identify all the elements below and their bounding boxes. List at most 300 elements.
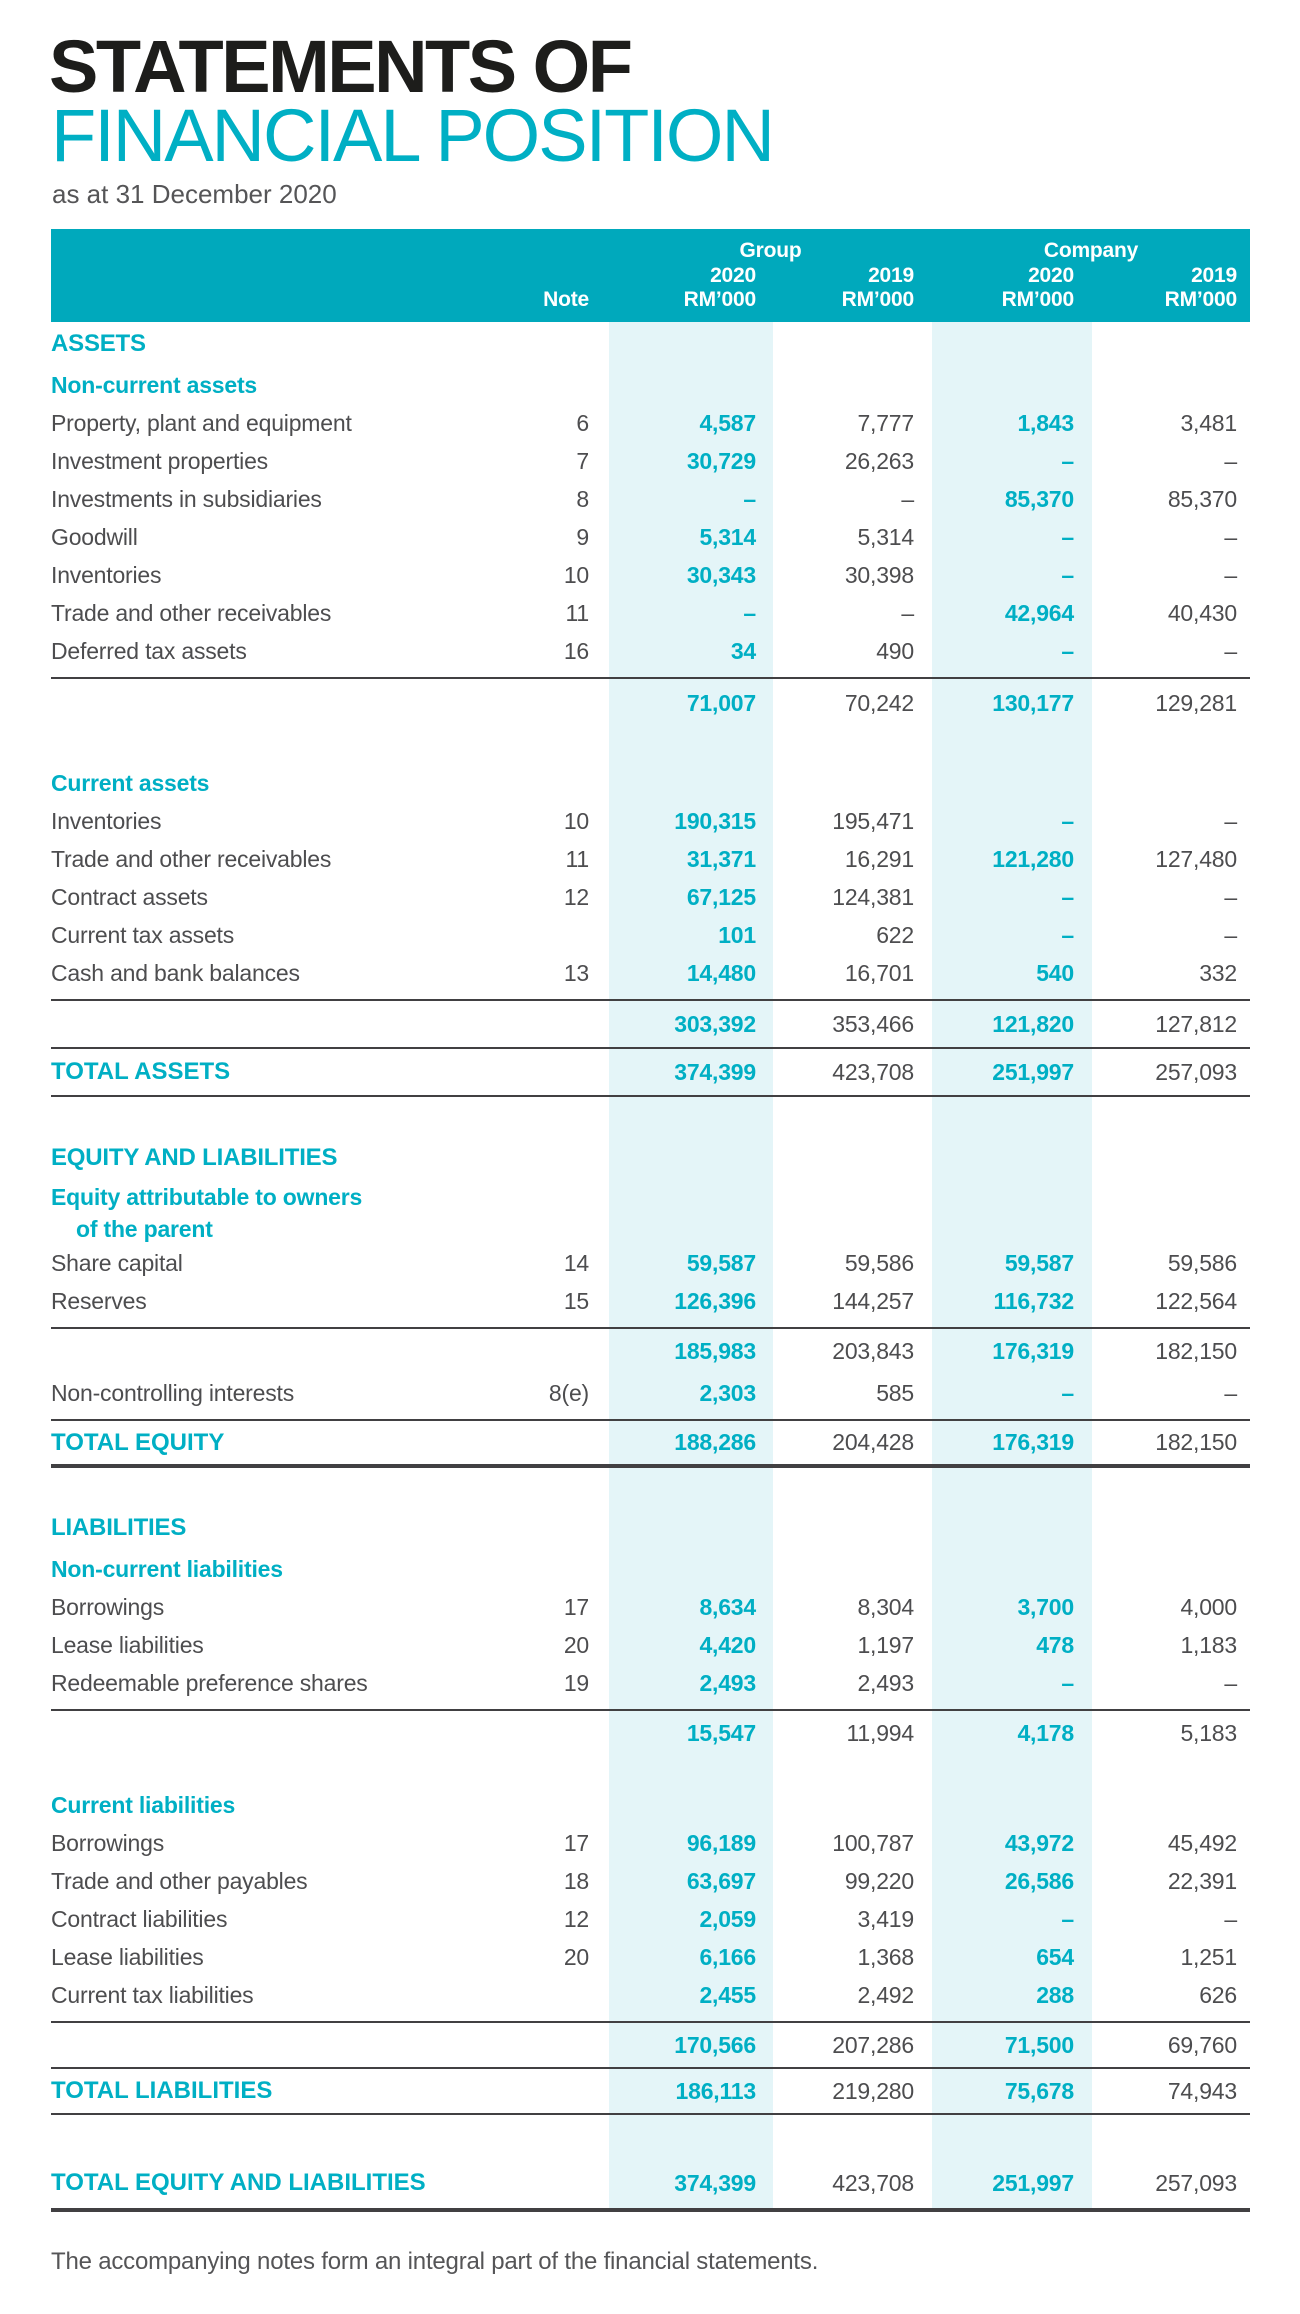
note-ref: 11 xyxy=(565,599,589,626)
page-subtitle-date: as at 31 December 2020 xyxy=(52,179,337,209)
value-group-2019: 490 xyxy=(876,637,914,664)
table-row-investment-properties xyxy=(51,442,1250,480)
note-ref xyxy=(509,2022,609,2068)
value-group-2020: 374,399 xyxy=(609,1048,773,1096)
table-row-lease-liabilities xyxy=(51,1626,1250,1664)
value-group-2019 xyxy=(773,1320,932,1328)
value-company-2020 xyxy=(932,1550,1092,1588)
value-company-2020: 654 xyxy=(1036,1943,1074,1970)
row-label xyxy=(51,1328,509,1374)
value-group-2019: 423,708 xyxy=(773,2158,932,2210)
table-row-equity-and-liabilities xyxy=(51,1136,1250,1180)
note-ref xyxy=(509,366,609,404)
value-company-2019: – xyxy=(1224,883,1237,910)
table-row-contract-assets xyxy=(51,878,1250,916)
value-group-2020: 4,420 xyxy=(699,1631,756,1658)
value-group-2019: 5,314 xyxy=(857,523,914,550)
value-company-2019 xyxy=(1092,992,1250,1000)
row-label: Goodwill xyxy=(51,523,138,550)
header-company-year-2019: 2019 xyxy=(1092,263,1250,288)
note-ref: 12 xyxy=(563,883,589,910)
table-row-equity-attributable-to-owners xyxy=(51,1180,1250,1214)
table-row-assets xyxy=(51,322,1250,366)
value-company-2019: – xyxy=(1224,637,1237,664)
row-label: Current tax liabilities xyxy=(51,1981,254,2008)
note-ref: 17 xyxy=(563,1593,589,1620)
table-row-borrowings xyxy=(51,1588,1250,1626)
financial-position-table xyxy=(51,229,1250,2212)
table-row-cash-and-bank-balances xyxy=(51,954,1250,992)
value-group-2019: 207,286 xyxy=(773,2022,932,2068)
value-group-2020 xyxy=(609,322,773,366)
row-label: Non-current liabilities xyxy=(51,1555,283,1582)
value-group-2019: 585 xyxy=(876,1379,914,1406)
value-group-2020: 63,697 xyxy=(686,1867,756,1894)
value-company-2019: 1,251 xyxy=(1180,1943,1237,1970)
note-ref xyxy=(509,670,609,678)
spacer-row xyxy=(51,1756,1250,1786)
row-label xyxy=(51,1000,509,1048)
value-company-2019 xyxy=(1092,1412,1250,1420)
row-label: Investments in subsidiaries xyxy=(51,485,322,512)
value-company-2020: – xyxy=(1061,637,1074,664)
value-group-2020: 5,314 xyxy=(699,523,756,550)
value-group-2019 xyxy=(773,2114,932,2158)
table-row-share-capital xyxy=(51,1244,1250,1282)
note-ref: 8(e) xyxy=(548,1379,589,1406)
note-ref: 6 xyxy=(576,409,589,436)
row-label xyxy=(51,1756,509,1786)
value-group-2019: – xyxy=(901,599,914,626)
value-group-2020: 303,392 xyxy=(609,1000,773,1048)
value-group-2020: 2,493 xyxy=(699,1669,756,1696)
value-group-2019 xyxy=(773,366,932,404)
note-ref xyxy=(509,1550,609,1588)
note-ref: 20 xyxy=(563,1631,589,1658)
value-group-2020: 101 xyxy=(718,921,756,948)
value-company-2020 xyxy=(932,1466,1092,1506)
row-label: Deferred tax assets xyxy=(51,637,247,664)
value-company-2019: 59,586 xyxy=(1167,1249,1237,1276)
note-ref xyxy=(509,1320,609,1328)
note-ref xyxy=(509,1096,609,1136)
value-company-2019 xyxy=(1092,1702,1250,1710)
table-row-investments-in-subsidiaries xyxy=(51,480,1250,518)
value-company-2019 xyxy=(1092,1096,1250,1136)
value-group-2020 xyxy=(609,992,773,1000)
value-group-2019: 59,586 xyxy=(844,1249,914,1276)
row-label: Cash and bank balances xyxy=(51,959,300,986)
spacer-row xyxy=(51,1412,1250,1420)
value-company-2020: 4,178 xyxy=(932,1710,1092,1756)
value-company-2019: 626 xyxy=(1199,1981,1237,2008)
value-group-2019: 26,263 xyxy=(844,447,914,474)
row-label: Investment properties xyxy=(51,447,268,474)
value-company-2019: – xyxy=(1224,447,1237,474)
note-ref xyxy=(509,1786,609,1824)
table-row-subtotal xyxy=(51,1328,1250,1374)
value-group-2020: 31,371 xyxy=(686,845,756,872)
table-row-redeemable-preference-shares xyxy=(51,1664,1250,1702)
value-company-2020: – xyxy=(1061,921,1074,948)
value-group-2019: 144,257 xyxy=(832,1287,914,1314)
value-group-2019 xyxy=(773,670,932,678)
value-group-2019: – xyxy=(901,485,914,512)
value-company-2020 xyxy=(932,992,1092,1000)
value-group-2019 xyxy=(773,1412,932,1420)
table-row-contract-liabilities xyxy=(51,1900,1250,1938)
value-group-2020: 190,315 xyxy=(674,807,756,834)
note-ref: 16 xyxy=(563,637,589,664)
value-company-2020 xyxy=(932,1214,1092,1244)
note-ref xyxy=(509,1180,609,1214)
page-title-line1: STATEMENTS OF xyxy=(49,25,631,108)
value-group-2019 xyxy=(773,1180,932,1214)
note-ref xyxy=(509,1048,609,1096)
value-company-2019: 129,281 xyxy=(1092,678,1250,728)
row-label: TOTAL ASSETS xyxy=(51,1048,509,1096)
value-group-2020 xyxy=(609,728,773,764)
value-company-2019: 257,093 xyxy=(1092,1048,1250,1096)
note-ref: 17 xyxy=(563,1829,589,1856)
table-row-current-assets xyxy=(51,764,1250,802)
spacer-row xyxy=(51,992,1250,1000)
value-company-2019: 3,481 xyxy=(1180,409,1237,436)
value-company-2020: – xyxy=(1061,807,1074,834)
row-label: Current assets xyxy=(51,769,210,796)
row-label: Inventories xyxy=(51,807,162,834)
value-company-2019: – xyxy=(1224,523,1237,550)
value-company-2020: 1,843 xyxy=(1017,409,1074,436)
value-group-2020: 2,303 xyxy=(699,1379,756,1406)
row-label xyxy=(51,728,509,764)
value-company-2020: 176,319 xyxy=(932,1328,1092,1374)
value-company-2019: 5,183 xyxy=(1092,1710,1250,1756)
value-company-2020 xyxy=(932,322,1092,366)
table-row-current-liabilities xyxy=(51,1786,1250,1824)
value-group-2019 xyxy=(773,1550,932,1588)
table-row-lease-liabilities xyxy=(51,1938,1250,1976)
value-company-2019 xyxy=(1092,2114,1250,2158)
note-ref: 8 xyxy=(576,485,589,512)
table-row-non-current-assets xyxy=(51,366,1250,404)
note-ref xyxy=(509,322,609,366)
value-group-2019 xyxy=(773,1786,932,1824)
value-group-2020 xyxy=(609,764,773,802)
table-row-non-current-liabilities xyxy=(51,1550,1250,1588)
value-company-2019: – xyxy=(1224,807,1237,834)
value-company-2020: 116,732 xyxy=(993,1287,1074,1314)
note-ref xyxy=(509,916,609,954)
value-group-2019: 3,419 xyxy=(857,1905,914,1932)
value-company-2019 xyxy=(1092,1136,1250,1180)
note-ref: 18 xyxy=(563,1867,589,1894)
value-company-2020 xyxy=(932,764,1092,802)
table-row-deferred-tax-assets xyxy=(51,632,1250,670)
row-label: Reserves xyxy=(51,1287,147,1314)
value-company-2019: – xyxy=(1224,1669,1237,1696)
note-ref xyxy=(509,1420,609,1466)
value-group-2019 xyxy=(773,764,932,802)
value-company-2019: 182,150 xyxy=(1092,1328,1250,1374)
row-label xyxy=(51,1710,509,1756)
note-ref xyxy=(509,1136,609,1180)
value-company-2019: 1,183 xyxy=(1180,1631,1237,1658)
value-group-2020: 30,343 xyxy=(686,561,756,588)
table-row-property-plant-and-equipment xyxy=(51,404,1250,442)
value-group-2020 xyxy=(609,670,773,678)
value-group-2020: 188,286 xyxy=(609,1420,773,1466)
value-group-2019: 124,381 xyxy=(832,883,914,910)
value-group-2020: 2,455 xyxy=(699,1981,756,2008)
row-label: Lease liabilities xyxy=(51,1943,204,1970)
value-company-2020 xyxy=(932,1702,1092,1710)
value-company-2020 xyxy=(932,1180,1092,1214)
row-label: Borrowings xyxy=(51,1829,165,1856)
value-group-2019: 16,291 xyxy=(844,845,914,872)
row-label xyxy=(51,2014,509,2022)
row-label: Contract assets xyxy=(51,883,208,910)
value-group-2020 xyxy=(609,1180,773,1214)
value-group-2020: 2,059 xyxy=(699,1905,756,1932)
row-label xyxy=(51,1466,509,1506)
value-group-2020 xyxy=(609,1702,773,1710)
value-group-2020 xyxy=(609,1096,773,1136)
table-row-current-tax-assets xyxy=(51,916,1250,954)
value-group-2020: – xyxy=(743,485,756,512)
value-group-2020 xyxy=(609,1506,773,1550)
value-group-2020: 14,480 xyxy=(686,959,756,986)
value-group-2019 xyxy=(773,1506,932,1550)
value-company-2020 xyxy=(932,1506,1092,1550)
note-ref xyxy=(509,1412,609,1420)
table-row-total-equity xyxy=(51,1420,1250,1466)
value-group-2020: 30,729 xyxy=(686,447,756,474)
row-label: TOTAL EQUITY xyxy=(51,1420,509,1466)
value-group-2019 xyxy=(773,322,932,366)
table-row-reserves xyxy=(51,1282,1250,1320)
value-company-2020: 176,319 xyxy=(932,1420,1092,1466)
note-ref xyxy=(509,678,609,728)
row-label xyxy=(51,1702,509,1710)
value-group-2020: 170,566 xyxy=(609,2022,773,2068)
note-ref: 7 xyxy=(576,447,589,474)
value-group-2020: 15,547 xyxy=(609,1710,773,1756)
value-group-2019: 203,843 xyxy=(773,1328,932,1374)
header-spacer xyxy=(51,229,609,263)
table-row-total-liabilities xyxy=(51,2068,1250,2114)
header-group-2020-unit: RM’000 xyxy=(609,288,773,322)
spacer-row xyxy=(51,2014,1250,2022)
value-group-2020: 59,587 xyxy=(686,1249,756,1276)
value-company-2020: 121,280 xyxy=(992,845,1074,872)
value-company-2020: – xyxy=(1061,447,1074,474)
value-group-2020 xyxy=(609,1756,773,1786)
row-label: Borrowings xyxy=(51,1593,165,1620)
value-group-2020 xyxy=(609,2014,773,2022)
note-ref xyxy=(509,992,609,1000)
note-ref xyxy=(509,764,609,802)
value-company-2020: 540 xyxy=(1036,959,1074,986)
value-company-2019 xyxy=(1092,1180,1250,1214)
value-group-2020: 67,125 xyxy=(686,883,756,910)
spacer-row xyxy=(51,670,1250,678)
row-label: Equity attributable to owners xyxy=(51,1183,363,1210)
value-company-2020: 251,997 xyxy=(932,2158,1092,2210)
header-group-year-2019: 2019 xyxy=(773,263,932,288)
value-group-2019: 204,428 xyxy=(773,1420,932,1466)
row-label: Property, plant and equipment xyxy=(51,409,352,436)
row-label: ASSETS xyxy=(51,330,146,357)
value-company-2020 xyxy=(932,670,1092,678)
value-company-2020: 42,964 xyxy=(1004,599,1074,626)
value-company-2019 xyxy=(1092,1550,1250,1588)
table-row-subtotal xyxy=(51,1710,1250,1756)
value-group-2019: 70,242 xyxy=(773,678,932,728)
row-label: Current liabilities xyxy=(51,1791,236,1818)
value-group-2019 xyxy=(773,1466,932,1506)
table-row-inventories xyxy=(51,802,1250,840)
value-company-2020: 26,586 xyxy=(1004,1867,1074,1894)
value-group-2020 xyxy=(609,366,773,404)
value-group-2019 xyxy=(773,1702,932,1710)
row-label: Share capital xyxy=(51,1249,183,1276)
value-group-2019: 423,708 xyxy=(773,1048,932,1096)
value-group-2019 xyxy=(773,1756,932,1786)
value-group-2020 xyxy=(609,1466,773,1506)
row-label: Contract liabilities xyxy=(51,1905,228,1932)
table-row-subtotal xyxy=(51,678,1250,728)
row-label: TOTAL EQUITY AND LIABILITIES xyxy=(51,2158,509,2210)
value-company-2019: – xyxy=(1224,921,1237,948)
header-group-year-2020: 2020 xyxy=(609,263,773,288)
value-company-2019 xyxy=(1092,670,1250,678)
value-group-2020: – xyxy=(743,599,756,626)
row-label: Redeemable preference shares xyxy=(51,1669,368,1696)
table-row-subtotal xyxy=(51,2022,1250,2068)
value-company-2020: 121,820 xyxy=(932,1000,1092,1048)
value-group-2020: 71,007 xyxy=(609,678,773,728)
value-company-2019: 127,812 xyxy=(1092,1000,1250,1048)
value-group-2019: 30,398 xyxy=(844,561,914,588)
value-group-2020 xyxy=(609,1320,773,1328)
value-group-2019: 11,994 xyxy=(773,1710,932,1756)
row-label: LIABILITIES xyxy=(51,1514,187,1541)
value-company-2019 xyxy=(1092,1466,1250,1506)
value-company-2019 xyxy=(1092,1320,1250,1328)
header-group-2019-unit: RM’000 xyxy=(773,288,932,322)
note-ref xyxy=(509,1466,609,1506)
value-group-2019: 1,368 xyxy=(857,1943,914,1970)
header-spacer xyxy=(51,263,509,288)
value-company-2019: 4,000 xyxy=(1180,1593,1237,1620)
value-group-2020: 96,189 xyxy=(686,1829,756,1856)
table-row-total-equity-and-liabilities xyxy=(51,2158,1250,2210)
value-company-2020 xyxy=(932,1756,1092,1786)
value-company-2019: 40,430 xyxy=(1167,599,1237,626)
note-ref xyxy=(509,1000,609,1048)
note-ref xyxy=(509,1702,609,1710)
table-row-goodwill xyxy=(51,518,1250,556)
table-row-trade-and-other-payables xyxy=(51,1862,1250,1900)
value-company-2019: – xyxy=(1224,1379,1237,1406)
value-company-2019 xyxy=(1092,1756,1250,1786)
value-group-2020 xyxy=(609,1550,773,1588)
value-company-2020 xyxy=(932,1320,1092,1328)
value-company-2019: 257,093 xyxy=(1092,2158,1250,2210)
value-company-2019 xyxy=(1092,366,1250,404)
value-group-2020 xyxy=(609,1412,773,1420)
value-group-2019 xyxy=(773,1136,932,1180)
row-label: of the parent xyxy=(76,1215,213,1242)
table-row-non-controlling-interests xyxy=(51,1374,1250,1412)
row-label: TOTAL LIABILITIES xyxy=(51,2068,509,2114)
table-body xyxy=(51,322,1250,2210)
value-company-2020: 478 xyxy=(1036,1631,1074,1658)
table-row-subtotal xyxy=(51,1000,1250,1048)
note-ref xyxy=(509,2114,609,2158)
value-group-2019: 219,280 xyxy=(773,2068,932,2114)
spacer-row xyxy=(51,1096,1250,1136)
note-ref: 15 xyxy=(563,1287,589,1314)
value-company-2020: 59,587 xyxy=(1004,1249,1074,1276)
value-group-2020: 34 xyxy=(730,637,756,664)
row-label xyxy=(51,2022,509,2068)
value-company-2020: – xyxy=(1061,1379,1074,1406)
row-label: Trade and other receivables xyxy=(51,845,332,872)
value-company-2020: 43,972 xyxy=(1004,1829,1074,1856)
value-company-2020: 288 xyxy=(1036,1981,1074,2008)
row-label: Lease liabilities xyxy=(51,1631,204,1658)
note-ref: 11 xyxy=(565,845,589,872)
row-label xyxy=(51,2114,509,2158)
header-company-year-2020: 2020 xyxy=(932,263,1092,288)
value-company-2020 xyxy=(932,2014,1092,2022)
note-ref: 14 xyxy=(563,1249,589,1276)
spacer-row xyxy=(51,1702,1250,1710)
row-label xyxy=(51,670,509,678)
row-label: Inventories xyxy=(51,561,162,588)
value-company-2019: 127,480 xyxy=(1155,845,1237,872)
table-row-total-assets xyxy=(51,1048,1250,1096)
value-company-2020 xyxy=(932,2114,1092,2158)
value-group-2019: 7,777 xyxy=(857,409,914,436)
value-company-2020: 130,177 xyxy=(932,678,1092,728)
note-ref xyxy=(509,1710,609,1756)
header-group-label: Group xyxy=(609,229,932,263)
value-company-2020: 71,500 xyxy=(932,2022,1092,2068)
value-company-2020: – xyxy=(1061,523,1074,550)
value-company-2019 xyxy=(1092,2014,1250,2022)
note-ref xyxy=(509,1328,609,1374)
value-group-2019 xyxy=(773,1214,932,1244)
value-company-2020: 75,678 xyxy=(932,2068,1092,2114)
spacer-row xyxy=(51,728,1250,764)
value-group-2019: 100,787 xyxy=(832,1829,914,1856)
row-label xyxy=(51,678,509,728)
value-group-2019: 16,701 xyxy=(844,959,914,986)
table-row-current-tax-liabilities xyxy=(51,1976,1250,2014)
value-group-2019 xyxy=(773,1096,932,1136)
value-group-2020: 186,113 xyxy=(609,2068,773,2114)
value-group-2019: 99,220 xyxy=(844,1867,914,1894)
header-note-label: Note xyxy=(509,288,609,322)
value-group-2020 xyxy=(609,1214,773,1244)
table-row-of-the-parent xyxy=(51,1214,1250,1244)
value-group-2020 xyxy=(609,1136,773,1180)
row-label xyxy=(51,992,509,1000)
value-company-2019: 45,492 xyxy=(1167,1829,1237,1856)
